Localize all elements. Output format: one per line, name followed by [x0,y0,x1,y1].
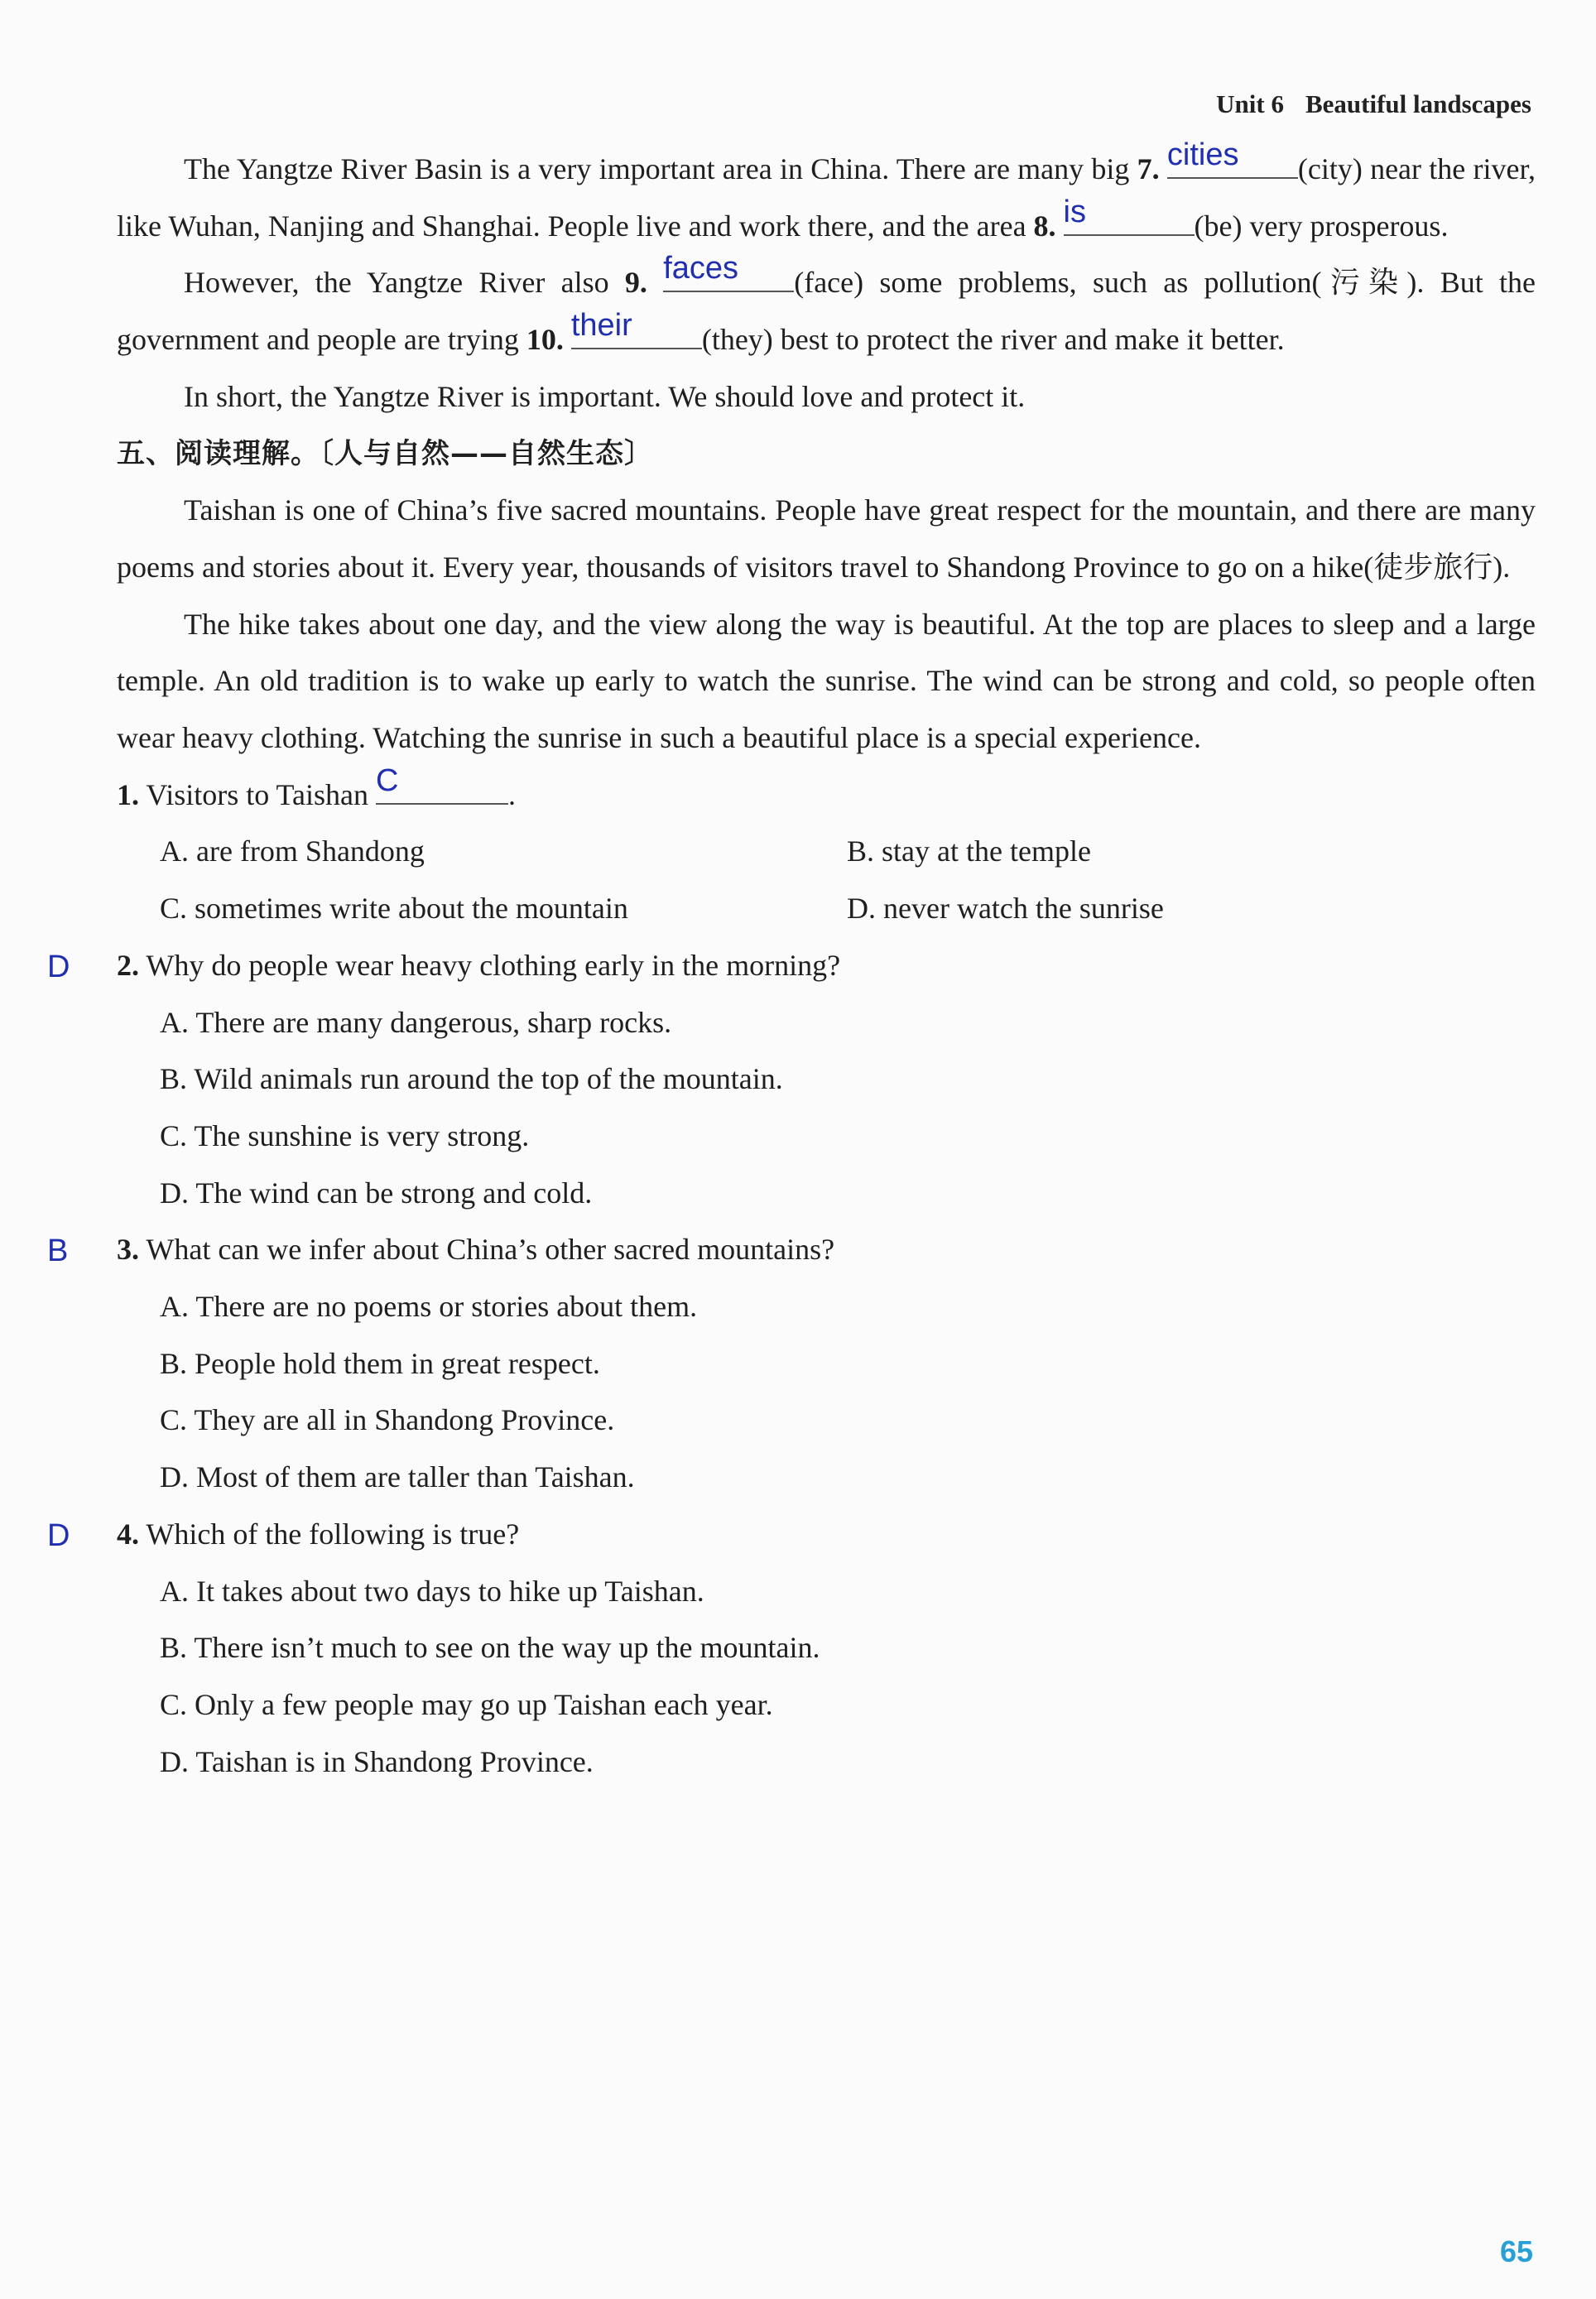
option-2a[interactable]: A. There are many dangerous, sharp rocks. [160,1005,672,1039]
option-2b[interactable]: B. Wild animals run around the top of the mountain. [160,1062,783,1096]
question-number-10: 10. [526,323,564,357]
question-3-stem: 3. What can we infer about China’s other sacred mountains? [117,1233,835,1267]
page-number: 65 [1499,2234,1533,2268]
handwritten-answer-q4: D [47,1517,70,1553]
option-3b[interactable]: B. People hold them in great respect. [160,1346,600,1380]
answer-blank-8[interactable] [1063,194,1195,236]
question-1-stem: 1. Visitors to Taishan C . [117,762,517,811]
question-2 [47,937,1536,1222]
answer-blank-q1[interactable] [376,762,508,805]
reading-paragraph1: Taishan is one of China’s five sacred mountains. People have great respect for the mountain, and there are many poems and stories about it. Every year, thousands of visitors travel to Shandong Province to go on a hike(徒步旅行). [117,493,1536,584]
question-1 [117,762,1536,937]
option-4c[interactable]: C. Only a few people may go up Taishan each year. [160,1687,773,1721]
handwritten-answer-q2: D [47,949,70,984]
question-number-7: 7. [1137,152,1160,185]
question-4 [47,1506,1536,1791]
question-4-stem: 4. Which of the following is true? [117,1517,520,1551]
option-4b[interactable]: B. There isn’t much to see on the way up the mountain. [160,1631,820,1665]
answer-blank-9[interactable] [663,251,794,292]
question-number-9: 9. [624,266,647,300]
handwritten-answer-q3: B [47,1234,69,1269]
passage1-paragraph3: In short, the Yangtze River is important. We should love and protect it. [184,379,1026,413]
option-3c[interactable]: C. They are all in Shandong Province. [160,1403,615,1437]
option-2c[interactable]: C. The sunshine is very strong. [160,1118,530,1152]
handwritten-answer-9: faces [663,251,739,286]
handwritten-answer-10: their [570,308,632,344]
option-1c[interactable]: C. sometimes write about the mountain [160,892,628,926]
section-heading: 五、阅读理解。〔人与自然——自然生态〕 [117,436,653,470]
option-4a[interactable]: A. It takes about two days to hike up Taishan. [160,1574,704,1608]
handwritten-answer-8: is [1063,194,1086,229]
passage1-paragraph1: The Yangtze River Basin is a very important area in China. There are many big 7. cities (city) near the river, like Wuhan, Nanjing and Shanghai. People live and work there, and the area 8. is (be) very prosperous. [117,137,1536,243]
handwritten-answer-7: cities [1166,137,1239,172]
option-2d[interactable]: D. The wind can be strong and cold. [160,1176,593,1210]
option-1d[interactable]: D. never watch the sunrise [847,892,1164,926]
option-1a[interactable]: A. are from Shandong [160,834,425,868]
page-header [1216,89,1531,119]
handwritten-answer-q1: C [376,762,399,798]
answer-blank-10[interactable] [570,308,702,349]
passage1-paragraph2: However, the Yangtze River also 9. faces (face) some problems, such as pollution(污染). But the government and people are trying 10. their (they) best to protect the river and make it better. [117,251,1536,357]
reading-paragraph2: The hike takes about one day, and the view along the way is beautiful. At the top are places to sleep and a large temple. An old tradition is to wake up early to watch the sunrise. The wind can be strong and cold, so people often wear heavy clothing. Watching the sunrise in such a beautiful place is a special experience. [117,607,1536,755]
option-4d[interactable]: D. Taishan is in Shandong Province. [160,1744,594,1778]
option-3a[interactable]: A. There are no poems or stories about them. [160,1290,698,1324]
question-number-8: 8. [1033,209,1056,243]
unit-title: Beautiful landscapes [1305,89,1531,118]
page-content [47,137,1536,1790]
option-1b[interactable]: B. stay at the temple [847,834,1091,868]
question-2-stem: 2. Why do people wear heavy clothing early in the morning? [117,948,841,982]
question-3 [47,1221,1536,1506]
unit-label: Unit 6 [1216,89,1284,118]
answer-blank-7[interactable] [1166,137,1298,179]
option-3d[interactable]: D. Most of them are taller than Taishan. [160,1460,635,1494]
